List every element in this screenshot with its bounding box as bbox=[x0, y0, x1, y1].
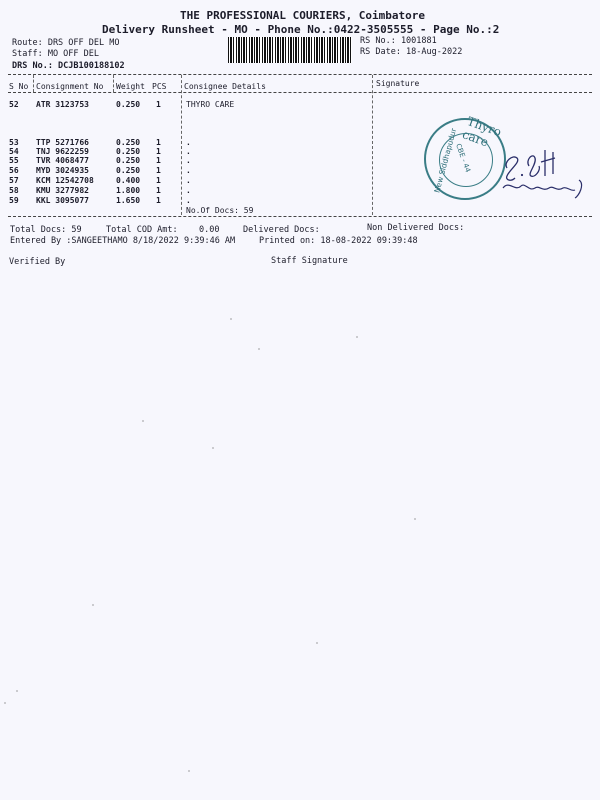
row-consignment: MYD 3024935 bbox=[36, 166, 89, 175]
row-weight: 0.250 bbox=[116, 156, 141, 165]
row-consignee: . bbox=[186, 147, 191, 156]
verified-by: Verified By bbox=[9, 257, 66, 267]
row-consignment: KCM 12542708 bbox=[36, 176, 94, 185]
row-pcs: 1 bbox=[156, 196, 161, 205]
row-sno: 56 bbox=[9, 166, 19, 175]
row-consignee: . bbox=[186, 186, 191, 195]
row-pcs: 1 bbox=[156, 176, 161, 185]
table-header-divider bbox=[8, 92, 592, 93]
col-header-sno: S No bbox=[9, 82, 29, 91]
delivered-docs: Delivered Docs: bbox=[243, 225, 320, 235]
row-weight: 1.800 bbox=[116, 186, 141, 195]
no-of-docs: No.Of Docs: 59 bbox=[186, 206, 254, 215]
col-header-pcs: PCS bbox=[152, 82, 167, 91]
stamp-place: New Siddhapudur bbox=[432, 127, 459, 194]
stamp-code: CBE - 44 bbox=[454, 142, 472, 174]
row-consignment: KKL 3095077 bbox=[36, 196, 89, 205]
row-sno: 52 bbox=[9, 100, 19, 109]
row-pcs: 1 bbox=[156, 156, 161, 165]
col-header-signature: Signature bbox=[376, 79, 420, 88]
row-consignee: THYRO CARE bbox=[186, 100, 235, 109]
row-weight: 0.250 bbox=[116, 138, 141, 147]
row-consignment: TVR 4068477 bbox=[36, 156, 89, 165]
row-sno: 54 bbox=[9, 147, 19, 156]
row-sno: 59 bbox=[9, 196, 19, 205]
row-sno: 55 bbox=[9, 156, 19, 165]
staff-signature: Staff Signature bbox=[271, 256, 348, 266]
col-divider bbox=[33, 75, 34, 92]
route-label: Route: DRS OFF DEL MO bbox=[12, 38, 120, 48]
barcode-image bbox=[228, 37, 352, 63]
table-row bbox=[0, 100, 600, 109]
row-pcs: 1 bbox=[156, 186, 161, 195]
entered-by: Entered By :SANGEETHAMO 8/18/2022 9:39:46 AM bbox=[10, 236, 236, 246]
total-cod-value: 0.00 bbox=[199, 225, 220, 235]
row-consignment: KMU 3277982 bbox=[36, 186, 89, 195]
row-pcs: 1 bbox=[156, 138, 161, 147]
handwritten-signature bbox=[495, 140, 595, 210]
row-weight: 1.650 bbox=[116, 196, 141, 205]
company-stamp bbox=[424, 114, 506, 200]
row-consignee: . bbox=[186, 156, 191, 165]
row-consignee: . bbox=[186, 138, 191, 147]
row-weight: 0.250 bbox=[116, 100, 141, 109]
row-pcs: 1 bbox=[156, 100, 161, 109]
row-weight: 0.250 bbox=[116, 147, 141, 156]
row-weight: 0.250 bbox=[116, 166, 141, 175]
runsheet-title: Delivery Runsheet - MO - Phone No.:0422-3505555 - Page No.:2 bbox=[102, 23, 500, 36]
total-docs: Total Docs: 59 bbox=[10, 225, 82, 235]
row-pcs: 1 bbox=[156, 147, 161, 156]
row-sno: 53 bbox=[9, 138, 19, 147]
total-cod-label: Total COD Amt: bbox=[106, 225, 178, 235]
row-pcs: 1 bbox=[156, 166, 161, 175]
row-consignee: . bbox=[186, 166, 191, 175]
row-consignment: ATR 3123753 bbox=[36, 100, 89, 109]
row-consignment: TNJ 9622259 bbox=[36, 147, 89, 156]
row-sno: 58 bbox=[9, 186, 19, 195]
rs-date: RS Date: 18-Aug-2022 bbox=[360, 47, 463, 57]
col-header-consignee: Consignee Details bbox=[184, 82, 266, 91]
col-header-weight: Weight bbox=[116, 82, 145, 91]
staff-label: Staff: MO OFF DEL bbox=[12, 49, 99, 59]
table-top-divider bbox=[8, 74, 592, 75]
row-consignee: . bbox=[186, 196, 191, 205]
row-consignment: TTP 5271766 bbox=[36, 138, 89, 147]
non-delivered-docs: Non Delivered Docs: bbox=[367, 223, 465, 233]
printed-on: Printed on: 18-08-2022 09:39:48 bbox=[259, 236, 418, 246]
company-name: THE PROFESSIONAL COURIERS, Coimbatore bbox=[180, 9, 426, 22]
table-bottom-divider bbox=[8, 216, 592, 217]
stamp-brand: Thyro care bbox=[460, 114, 504, 150]
col-header-consignment: Consignment No bbox=[36, 82, 104, 91]
drs-number: DRS No.: DCJB100188102 bbox=[12, 61, 125, 71]
col-divider bbox=[113, 75, 114, 92]
rs-number: RS No.: 1001881 bbox=[360, 36, 437, 46]
row-sno: 57 bbox=[9, 176, 19, 185]
row-weight: 0.400 bbox=[116, 176, 141, 185]
row-consignee: . bbox=[186, 176, 191, 185]
